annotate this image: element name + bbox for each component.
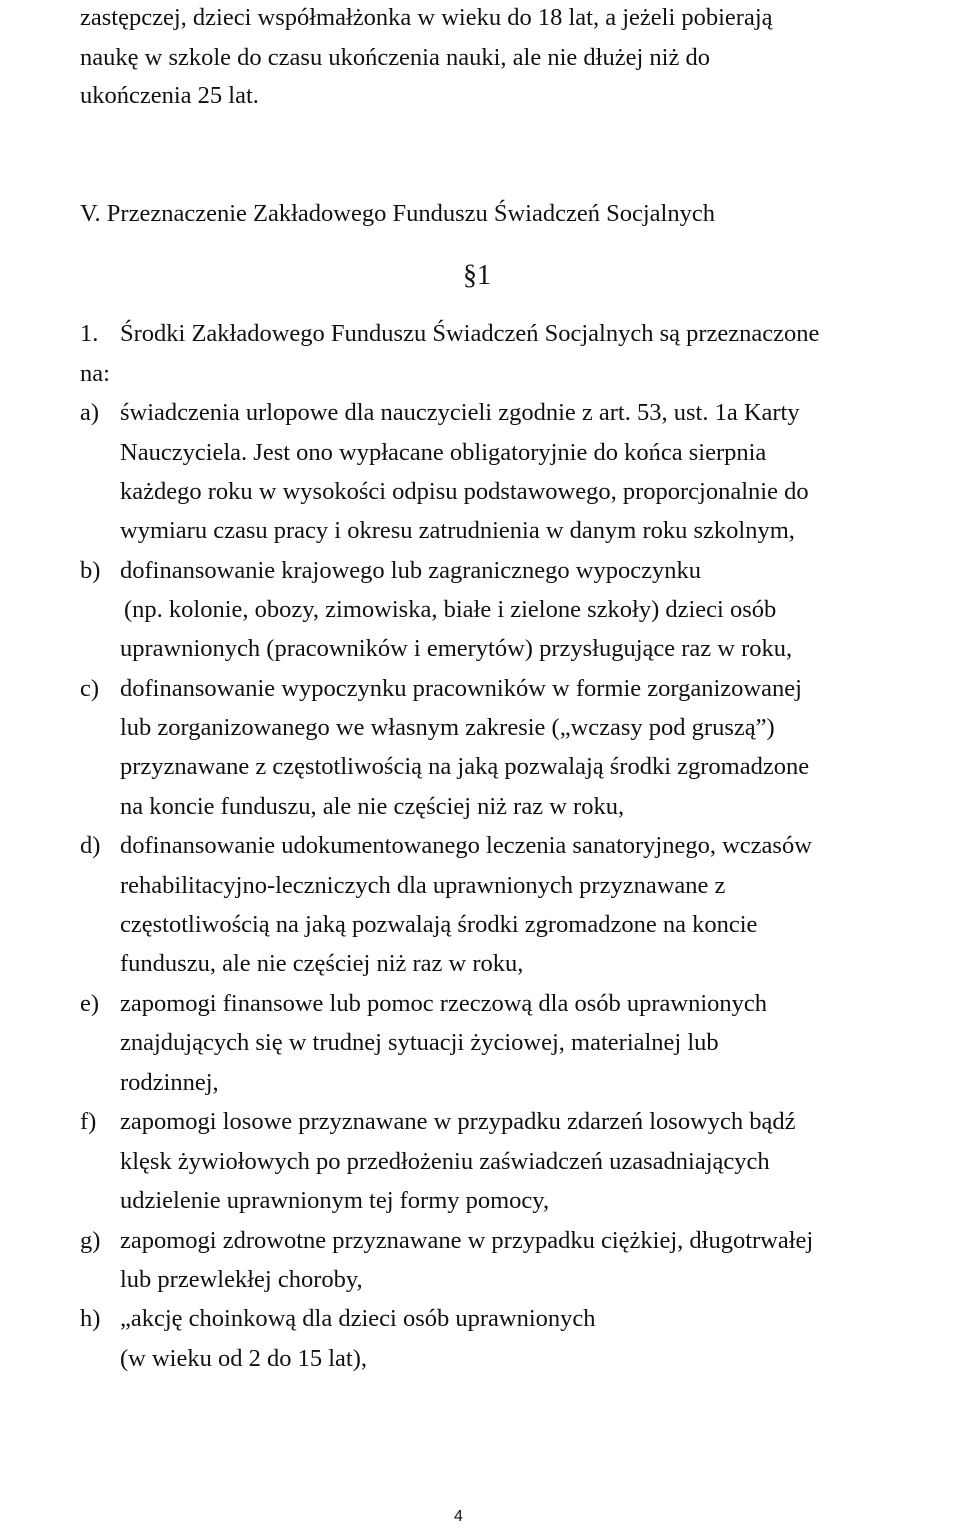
- item-h-letter: h): [80, 1305, 101, 1332]
- item-e-line-2: znajdujących się w trudnej sytuacji życiowej, materialnej lub: [120, 1029, 719, 1056]
- item-c-letter: c): [80, 675, 100, 702]
- page-number: 4: [454, 1508, 463, 1525]
- item-e-line-3: rodzinnej,: [120, 1069, 219, 1096]
- item-d-line-3: częstotliwością na jaką pozwalają środki zgromadzone na koncie: [120, 911, 758, 938]
- item-d-line-4: funduszu, ale nie częściej niż raz w roku,: [120, 950, 524, 977]
- item-a-line-1: świadczenia urlopowe dla nauczycieli zgodnie z art. 53, ust. 1a Karty: [120, 399, 800, 426]
- item-a-line-4: wymiaru czasu pracy i okresu zatrudnienia w danym roku szkolnym,: [120, 517, 795, 544]
- item-f-line-2: klęsk żywiołowych po przedłożeniu zaświadczeń uzasadniających: [120, 1148, 770, 1175]
- item-a-line-3: każdego roku w wysokości odpisu podstawowego, proporcjonalnie do: [120, 478, 809, 505]
- intro-line-2: naukę w szkole do czasu ukończenia nauki, ale nie dłużej niż do: [80, 44, 710, 71]
- item-b-line-2: (np. kolonie, obozy, zimowiska, białe i zielone szkoły) dzieci osób: [124, 596, 777, 623]
- item-g-line-2: lub przewlekłej choroby,: [120, 1266, 363, 1293]
- item-f-line-3: udzielenie uprawnionym tej formy pomocy,: [120, 1187, 550, 1214]
- item-d-letter: d): [80, 832, 101, 859]
- item-g-line-1: zapomogi zdrowotne przyznawane w przypadku ciężkiej, długotrwałej: [120, 1227, 814, 1254]
- item-g-letter: g): [80, 1227, 101, 1254]
- item-h-line-2: (w wieku od 2 do 15 lat),: [120, 1345, 367, 1372]
- point-1-number: 1.: [80, 320, 99, 347]
- item-b-line-3: uprawnionych (pracowników i emerytów) przysługujące raz w roku,: [120, 635, 793, 662]
- section-heading: V. Przeznaczenie Zakładowego Funduszu Świadczeń Socjalnych: [80, 200, 715, 227]
- item-e-letter: e): [80, 990, 100, 1017]
- point-1-text-line-2: na:: [80, 360, 110, 387]
- item-c-line-3: przyznawane z częstotliwością na jaką pozwalają środki zgromadzone: [120, 753, 810, 780]
- item-c-line-2: lub zorganizowanego we własnym zakresie („wczasy pod gruszą”): [120, 714, 775, 741]
- item-b-line-1: dofinansowanie krajowego lub zagranicznego wypoczynku: [120, 557, 701, 584]
- item-c-line-4: na koncie funduszu, ale nie częściej niż raz w roku,: [120, 793, 625, 820]
- item-c-line-1: dofinansowanie wypoczynku pracowników w formie zorganizowanej: [120, 675, 802, 702]
- paragraph-mark: §1: [463, 260, 491, 291]
- item-d-line-2: rehabilitacyjno-leczniczych dla uprawnionych przyznawane z: [120, 872, 726, 899]
- item-d-line-1: dofinansowanie udokumentowanego leczenia sanatoryjnego, wczasów: [120, 832, 812, 859]
- item-f-line-1: zapomogi losowe przyznawane w przypadku zdarzeń losowych bądź: [120, 1108, 796, 1135]
- item-b-letter: b): [80, 557, 101, 584]
- item-f-letter: f): [80, 1108, 97, 1135]
- point-1-text-line-1: Środki Zakładowego Funduszu Świadczeń Socjalnych są przeznaczone: [120, 320, 820, 347]
- intro-line-1: zastępczej, dzieci współmałżonka w wieku do 18 lat, a jeżeli pobierają: [80, 4, 773, 31]
- item-a-line-2: Nauczyciela. Jest ono wypłacane obligatoryjnie do końca sierpnia: [120, 439, 767, 466]
- item-e-line-1: zapomogi finansowe lub pomoc rzeczową dla osób uprawnionych: [120, 990, 768, 1017]
- item-h-line-1: „akcję choinkową dla dzieci osób uprawnionych: [120, 1305, 596, 1332]
- intro-line-3: ukończenia 25 lat.: [80, 82, 259, 109]
- item-a-letter: a): [80, 399, 100, 426]
